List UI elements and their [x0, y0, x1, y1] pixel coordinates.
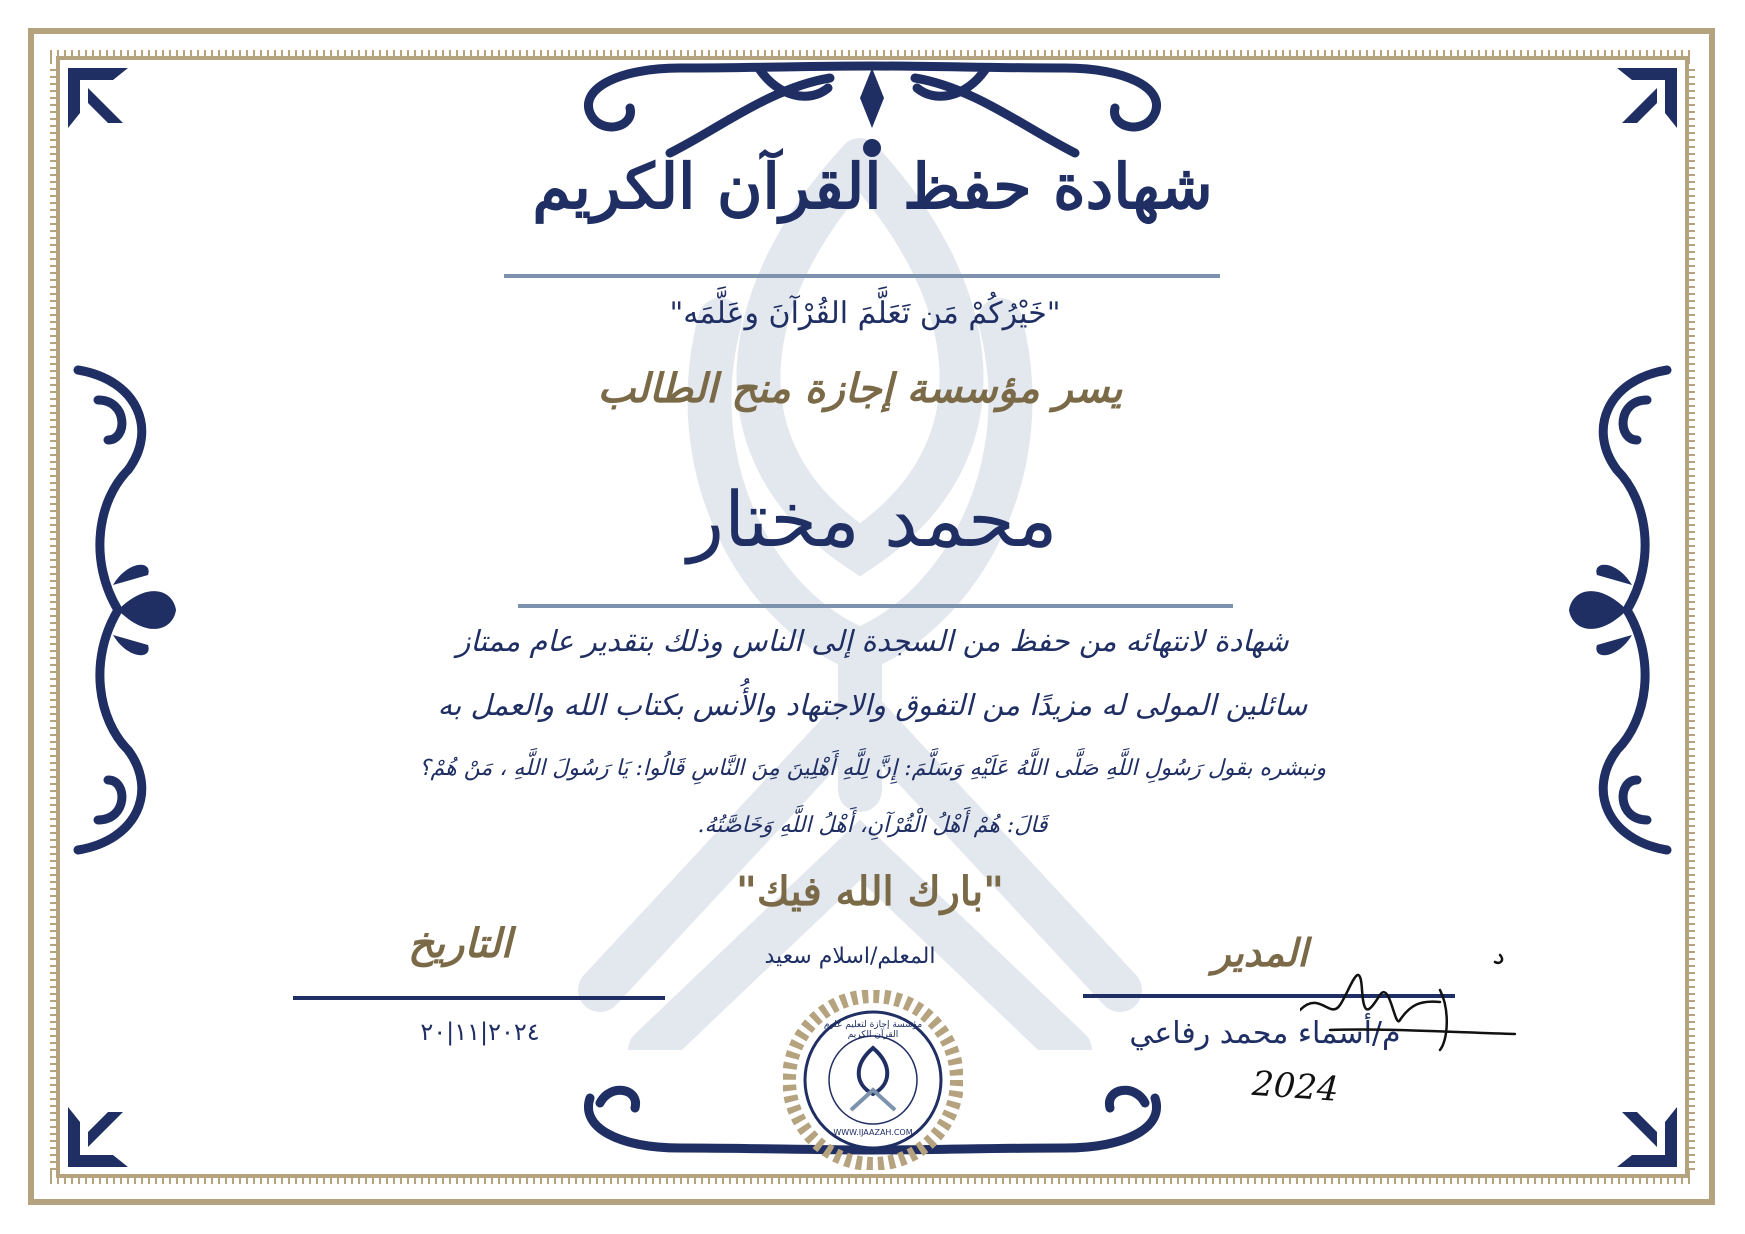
signature-year: 2024	[1250, 1063, 1340, 1110]
intro-text: يسر مؤسسة إجازة منح الطالب	[597, 365, 1123, 412]
body-line-1: شهادة لانتهائه من حفظ من السجدة إلى الناس وذلك بتقدير عام ممتاز	[456, 624, 1289, 658]
date-line	[293, 996, 665, 1000]
corner-top-left-icon	[68, 68, 128, 128]
body-line-4: قَالَ: هُمْ أَهْلُ الْقُرْآنِ، أَهْلُ اللَّهِ وَخَاصَّتُهُ.	[697, 813, 1048, 838]
laurel-wreath-icon	[783, 990, 963, 1170]
name-divider	[518, 604, 1233, 608]
hadith-quote: "خَيْرُكُمْ مَن تَعَلَّمَ القُرْآنَ وعَلَّمَه"	[669, 296, 1061, 331]
left-side-ornament-icon	[68, 360, 178, 860]
title-divider	[504, 274, 1220, 278]
director-name: م/أسماء محمد رفاعي	[1129, 1016, 1401, 1051]
institution-seal	[783, 990, 963, 1170]
seal-url: WWW.IJAAZAH.COM	[833, 1128, 913, 1137]
student-name: محمد مختار	[687, 475, 1058, 564]
body-line-2: سائلين المولى له مزيدًا من التفوق والاجتهاد والأُنس بكتاب الله والعمل به	[437, 688, 1308, 722]
blessing-text: "بارك الله فيك"	[735, 868, 1005, 915]
certificate-title: شهادة حفظ القرآن الكريم	[532, 150, 1213, 223]
date-label: التاريخ	[408, 920, 512, 967]
corner-bottom-right-icon	[1617, 1107, 1677, 1167]
seal-ring-text: مؤسسة إجازة لتعليم علوم القرآن الكريم	[823, 1020, 923, 1040]
signature-icon	[1300, 950, 1530, 1080]
right-side-ornament-icon	[1567, 360, 1677, 860]
date-value: ٢٠٢٤|١١|٢٠	[420, 1018, 540, 1046]
teacher-name: المعلم/اسلام سعيد	[764, 944, 936, 969]
director-label: المدير	[1212, 930, 1308, 975]
body-line-3: ونبشره بقول رَسُولِ اللَّهِ صَلَّى اللَّهُ عَلَيْهِ وَسَلَّمَ: إِنَّ لِلَّهِ أَهْلِينَ مِنَ النَّاسِ قَالُوا: يَا رَسُولَ اللَّهِ ، مَنْ هُمْ؟	[418, 756, 1327, 781]
corner-bottom-left-icon	[68, 1107, 128, 1167]
corner-top-right-icon	[1617, 68, 1677, 128]
